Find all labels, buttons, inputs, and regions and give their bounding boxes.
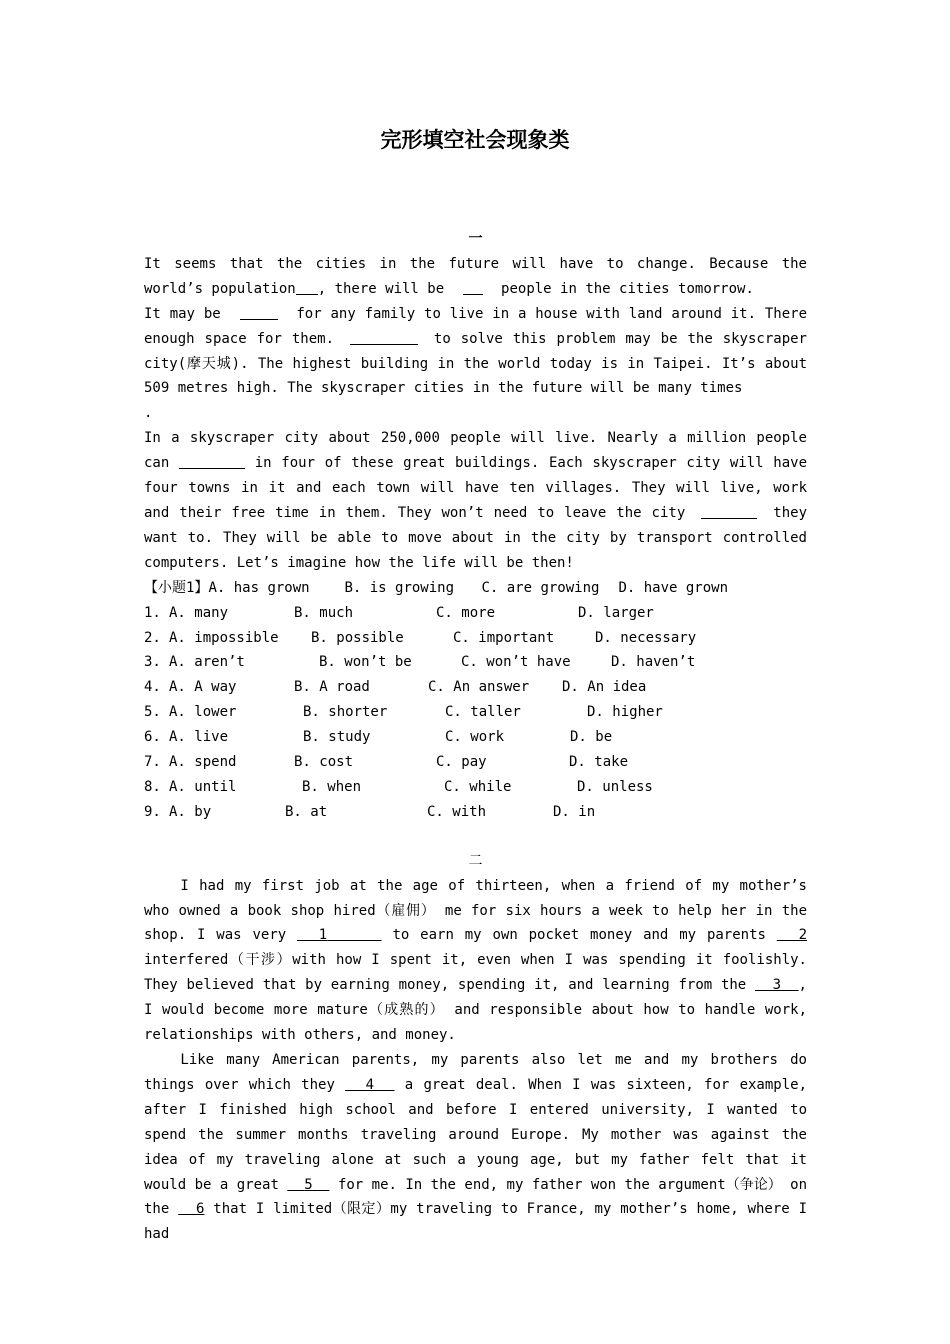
blank[interactable] [296,280,318,295]
option-b[interactable]: B. won’t be [319,654,412,671]
blank-3[interactable]: 3 [772,977,781,994]
question-row [144,725,807,750]
question-row [144,800,807,825]
option-c[interactable]: C. taller [445,704,521,721]
option-a[interactable]: A. until [169,778,237,795]
option-c[interactable]: C. important [453,629,555,646]
option-c[interactable]: C. work [445,729,505,746]
passage-1 [144,252,807,576]
option-d[interactable]: D. An idea [562,679,647,696]
option-d[interactable]: D. larger [578,604,654,621]
option-a[interactable]: A. by [169,803,212,820]
option-d[interactable]: D. haven’t [611,654,696,671]
option-b[interactable]: B. is growing [344,579,455,596]
question-number: 3. [144,654,161,671]
option-a[interactable]: A. aren’t [169,654,245,671]
question-row [144,675,807,700]
option-b[interactable]: B. study [303,729,371,746]
passage-1-paragraph-b: It may be for any family to live in a house with land around it. There enough space for them. to solve this problem may be the skyscraper city(摩天城). The highest building in the world today is in Taipei. It’s about 509 metres high. The skyscraper cities in the future will be many times [144,305,807,397]
option-d[interactable]: D. necessary [595,629,697,646]
option-d[interactable]: D. higher [587,704,663,721]
blank[interactable] [179,454,245,469]
page-title: 完形填空社会现象类 [380,128,570,152]
option-a[interactable]: A. many [169,604,229,621]
blank-5[interactable]: 5 [304,1176,313,1193]
option-a[interactable]: A. has grown [208,579,310,596]
question-row [144,700,807,725]
section-1-heading: 一 [468,231,483,247]
option-b[interactable]: B. shorter [303,704,388,721]
passage-1-paragraph-a: It seems that the cities in the future will have to change. Because the world’s population , there will be people in the cities tomorrow. [144,255,807,297]
question-row [144,650,807,675]
option-a[interactable]: A. impossible [169,629,279,646]
option-a[interactable]: A. live [169,729,229,746]
question-number: 1. [144,604,161,621]
option-a[interactable]: A. lower [169,704,237,721]
question-number: 9. [144,803,161,820]
question-number: 7. [144,754,161,771]
question-number: 5. [144,704,161,721]
blank[interactable] [240,305,278,320]
blank[interactable] [350,330,418,345]
passage-1-paragraph-c: . [144,405,153,422]
question-row [144,601,807,626]
question-row [144,626,807,651]
blank-1[interactable]: 1 [318,927,328,944]
question-number: 4. [144,679,161,696]
blank-4[interactable]: 4 [365,1076,375,1093]
blank-6[interactable]: 6 [195,1201,205,1218]
option-b[interactable]: B. at [285,803,328,820]
passage-2-paragraph-1: I had my first job at the age of thirteen, when a friend of my mother’s who owned a book shop hired（雇佣） me for six hours a week to help her in the shop. I was very 1 to earn my own pocket money and my parents 2 interfered（干涉）with how I spent it, even when I was spending it foolishly. They believed that by earning money, spending it, and learning from the 3 , I would become more mature（成熟的） and responsible about how to handle work, relationships with others, and money. [144,877,807,1044]
question-row [144,775,807,800]
option-a[interactable]: A. A way [169,679,237,696]
option-c[interactable]: C. while [444,778,512,795]
option-c[interactable]: C. more [436,604,496,621]
question-number: 8. [144,778,161,795]
option-c[interactable]: C. pay [436,754,487,771]
question-number: 【小题1】 [144,579,209,596]
blank[interactable] [463,280,483,295]
passage-2 [144,874,807,1248]
option-b[interactable]: B. cost [294,754,354,771]
passage-1-paragraph-d: In a skyscraper city about 250,000 people will live. Nearly a million people can in four of these great buildings. Each skyscraper city will have four towns in it and each town will have ten villages. They will live, work and their free time in them. They won’t need to leave the city they want to. They will be able to move about in the city by transport controlled computers. Let’s imagine how the life will be then! [144,430,807,571]
blank-2[interactable]: 2 [798,927,807,944]
option-b[interactable]: B. A road [294,679,370,696]
question-number: 2. [144,629,161,646]
option-c[interactable]: C. An answer [428,679,530,696]
blank[interactable] [701,504,757,519]
document-body [144,227,807,1247]
option-b[interactable]: B. possible [311,629,404,646]
question-number: 6. [144,729,161,746]
option-c[interactable]: C. won’t have [461,654,571,671]
option-d[interactable]: D. take [569,754,629,771]
option-b[interactable]: B. when [302,778,362,795]
passage-2-paragraph-2: Like many American parents, my parents also let me and my brothers do things over which they 4 a great deal. When I was sixteen, for example, after I finished high school and before I entered university, I wanted to spend the summer months traveling around Europe. My mother was against the idea of my traveling alone at such a young age, but my father felt that it would be a great 5 for me. In the end, my father won the argument（争论） on the 6 that I limited（限定）my traveling to France, my mother’s home, where I had [144,1052,808,1243]
question-row [144,750,807,775]
option-c[interactable]: C. with [427,803,487,820]
option-a[interactable]: A. spend [169,754,237,771]
option-d[interactable]: D. be [570,729,613,746]
option-d[interactable]: D. unless [577,778,653,795]
option-c[interactable]: C. are growing [481,579,600,596]
option-d[interactable]: D. have grown [618,579,729,596]
question-row [144,576,807,601]
section-2-heading: 二 [468,852,483,869]
option-d[interactable]: D. in [553,803,596,820]
option-b[interactable]: B. much [294,604,354,621]
